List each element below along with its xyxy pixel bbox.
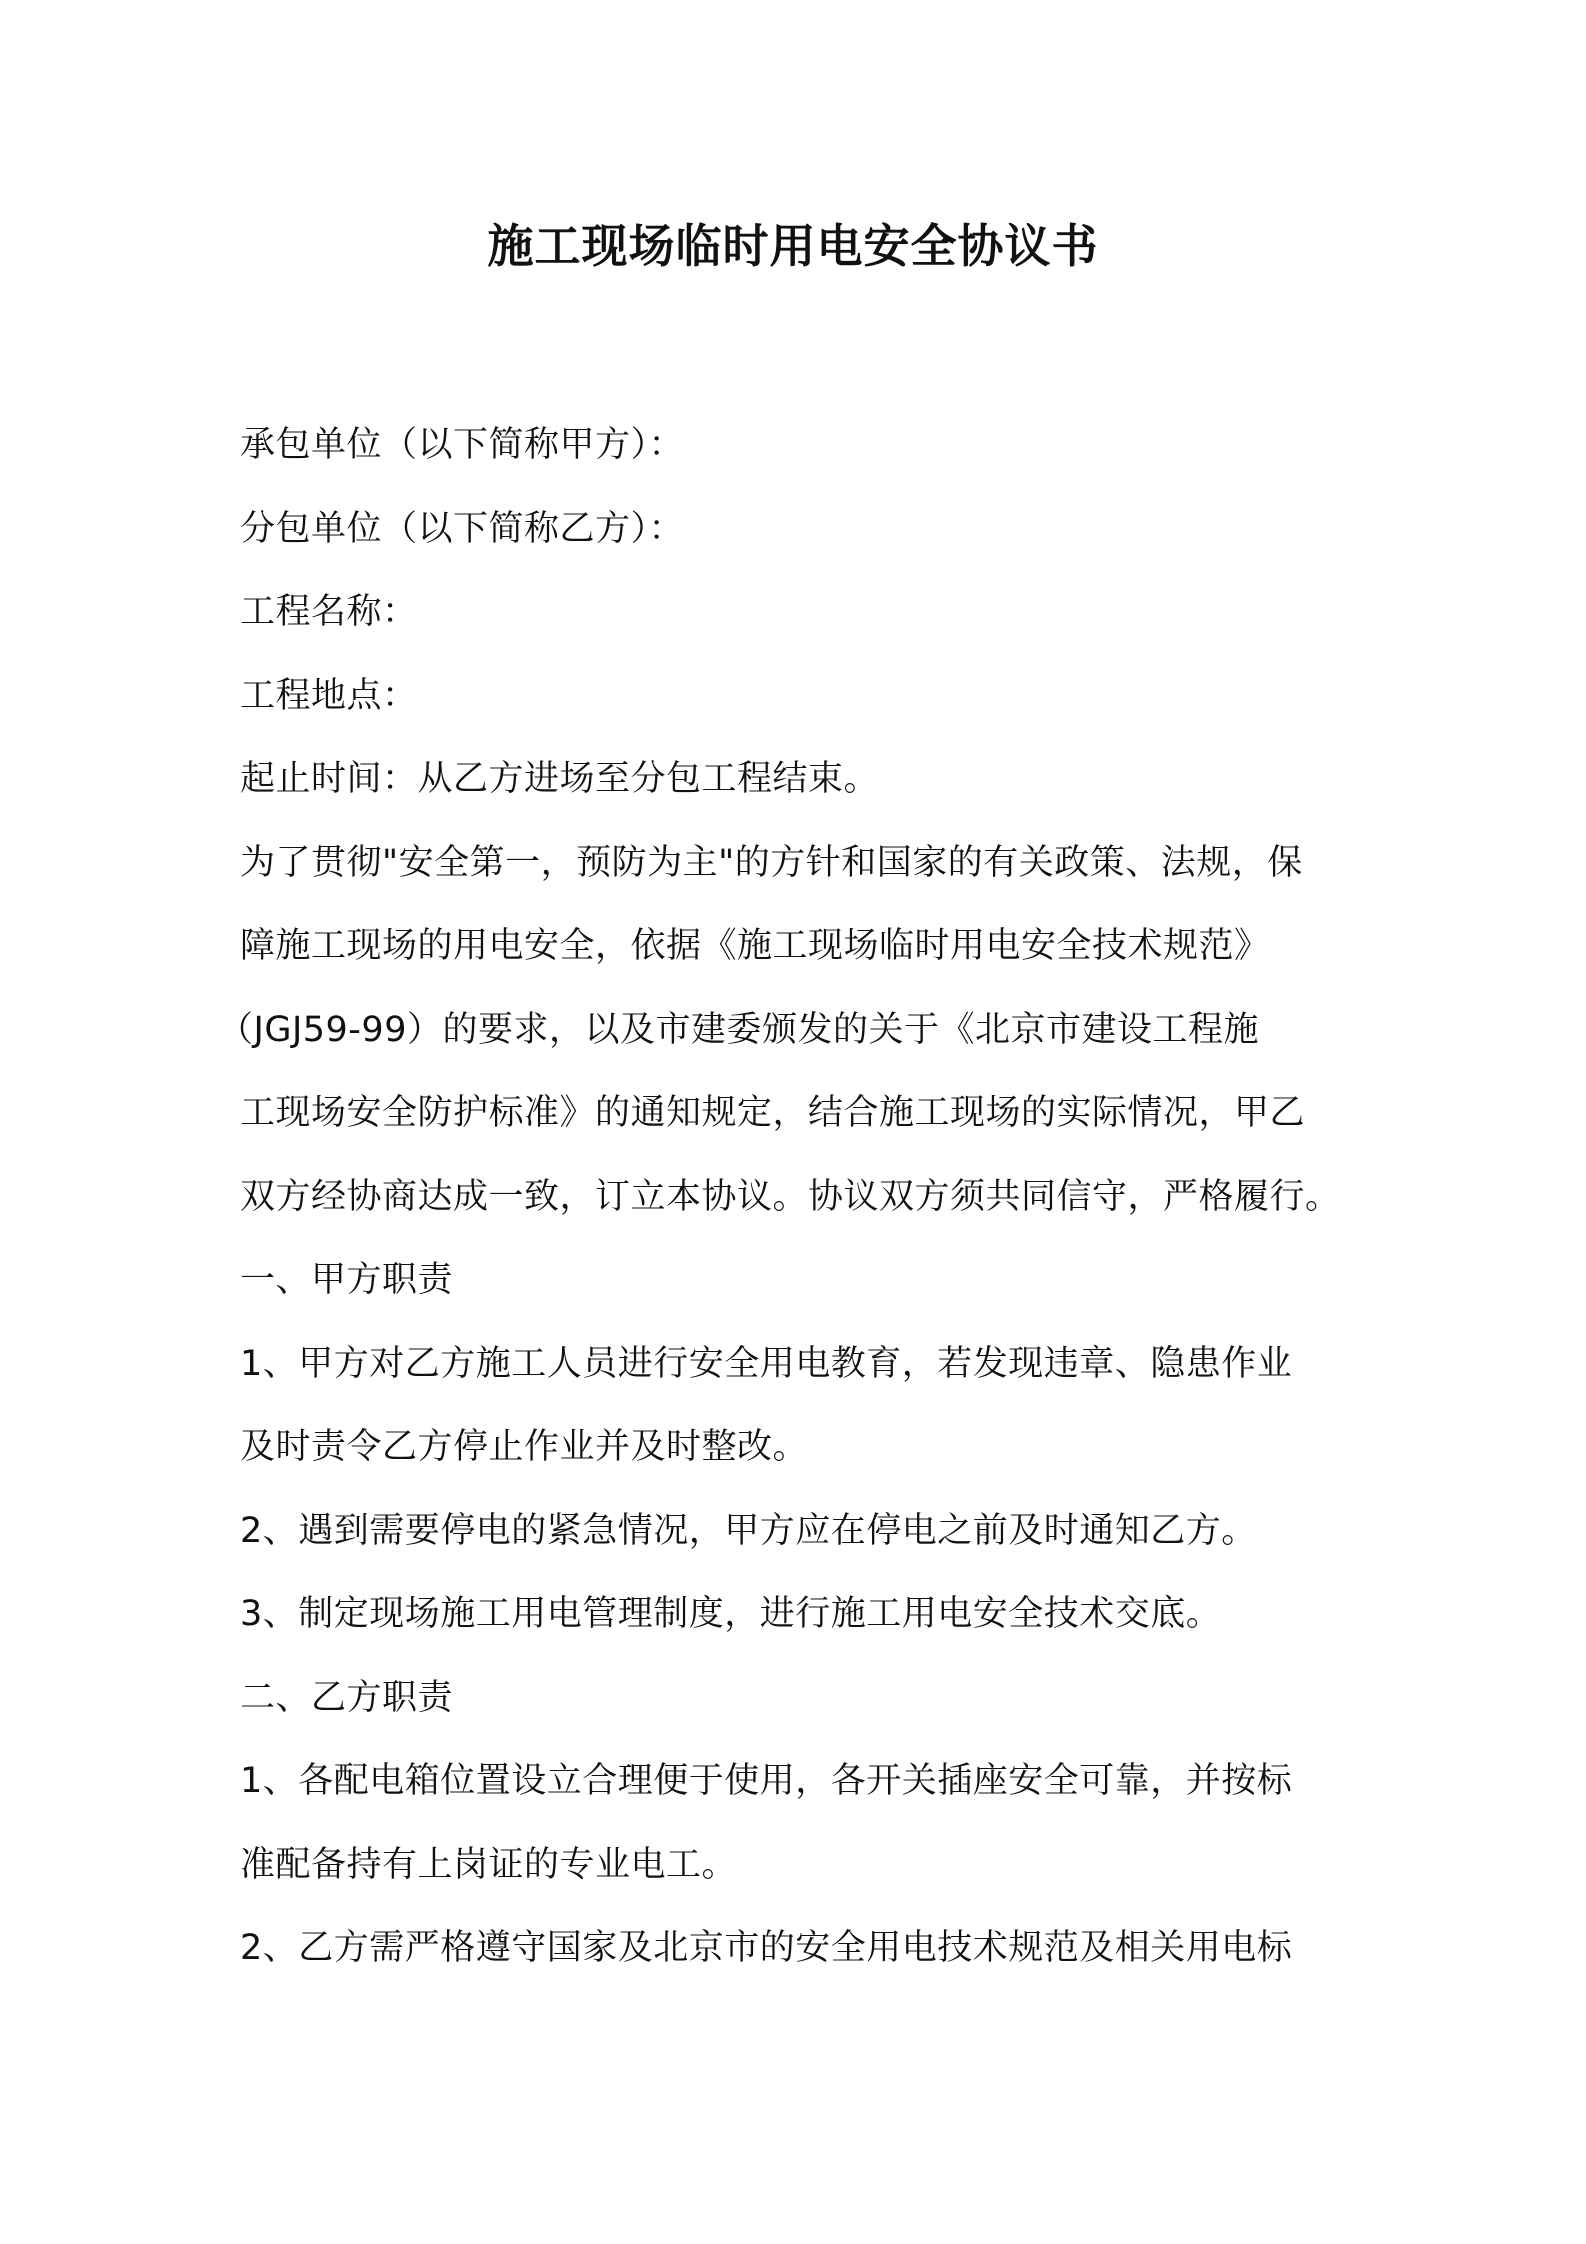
preamble-line: 工现场安全防护标准》的通知规定，结合施工现场的实际情况，甲乙 <box>240 1093 1306 1133</box>
party-b-clause: 准配备持有上岗证的专业电工。 <box>240 1844 738 1885</box>
section-heading-party-b: 二、乙方职责 <box>240 1677 454 1718</box>
section-heading-party-a: 一、甲方职责 <box>240 1260 454 1300</box>
subcontractor-line: 分包单位（以下简称乙方）： <box>240 508 685 549</box>
party-b-clause: 2、乙方需严格遵守国家及北京市的安全用电技术规范及相关用电标 <box>240 1928 1293 1968</box>
preamble-line: （JGJ59-99）的要求，以及市建委颁发的关于《北京市建设工程施 <box>218 1009 1259 1050</box>
project-name-line: 工程名称： <box>240 592 418 632</box>
preamble-line: 双方经协商达成一致，订立本协议。协议双方须共同信守，严格履行。 <box>240 1176 1341 1217</box>
party-b-clause: 1、各配电箱位置设立合理便于使用，各开关插座安全可靠，并按标 <box>240 1761 1293 1801</box>
document-body <box>218 404 1360 1991</box>
preamble-line: 障施工现场的用电安全，依据《施工现场临时用电安全技术规范》 <box>240 926 1270 966</box>
document-title: 施工现场临时用电安全协议书 <box>487 219 1099 273</box>
preamble-line: 为了贯彻"安全第一，预防为主"的方针和国家的有关政策、法规，保 <box>240 842 1303 883</box>
party-a-clause: 3、制定现场施工用电管理制度，进行施工用电安全技术交底。 <box>240 1594 1222 1634</box>
contractor-line: 承包单位（以下简称甲方）： <box>240 425 685 465</box>
party-a-clause: 及时责令乙方停止作业并及时整改。 <box>240 1427 809 1467</box>
party-a-clause: 2、遇到需要停电的紧急情况，甲方应在停电之前及时通知乙方。 <box>240 1510 1257 1551</box>
project-location-line: 工程地点： <box>240 675 418 716</box>
duration-line: 起止时间：从乙方进场至分包工程结束。 <box>240 759 880 799</box>
party-a-clause: 1、甲方对乙方施工人员进行安全用电教育，若发现违章、隐患作业 <box>240 1343 1293 1384</box>
